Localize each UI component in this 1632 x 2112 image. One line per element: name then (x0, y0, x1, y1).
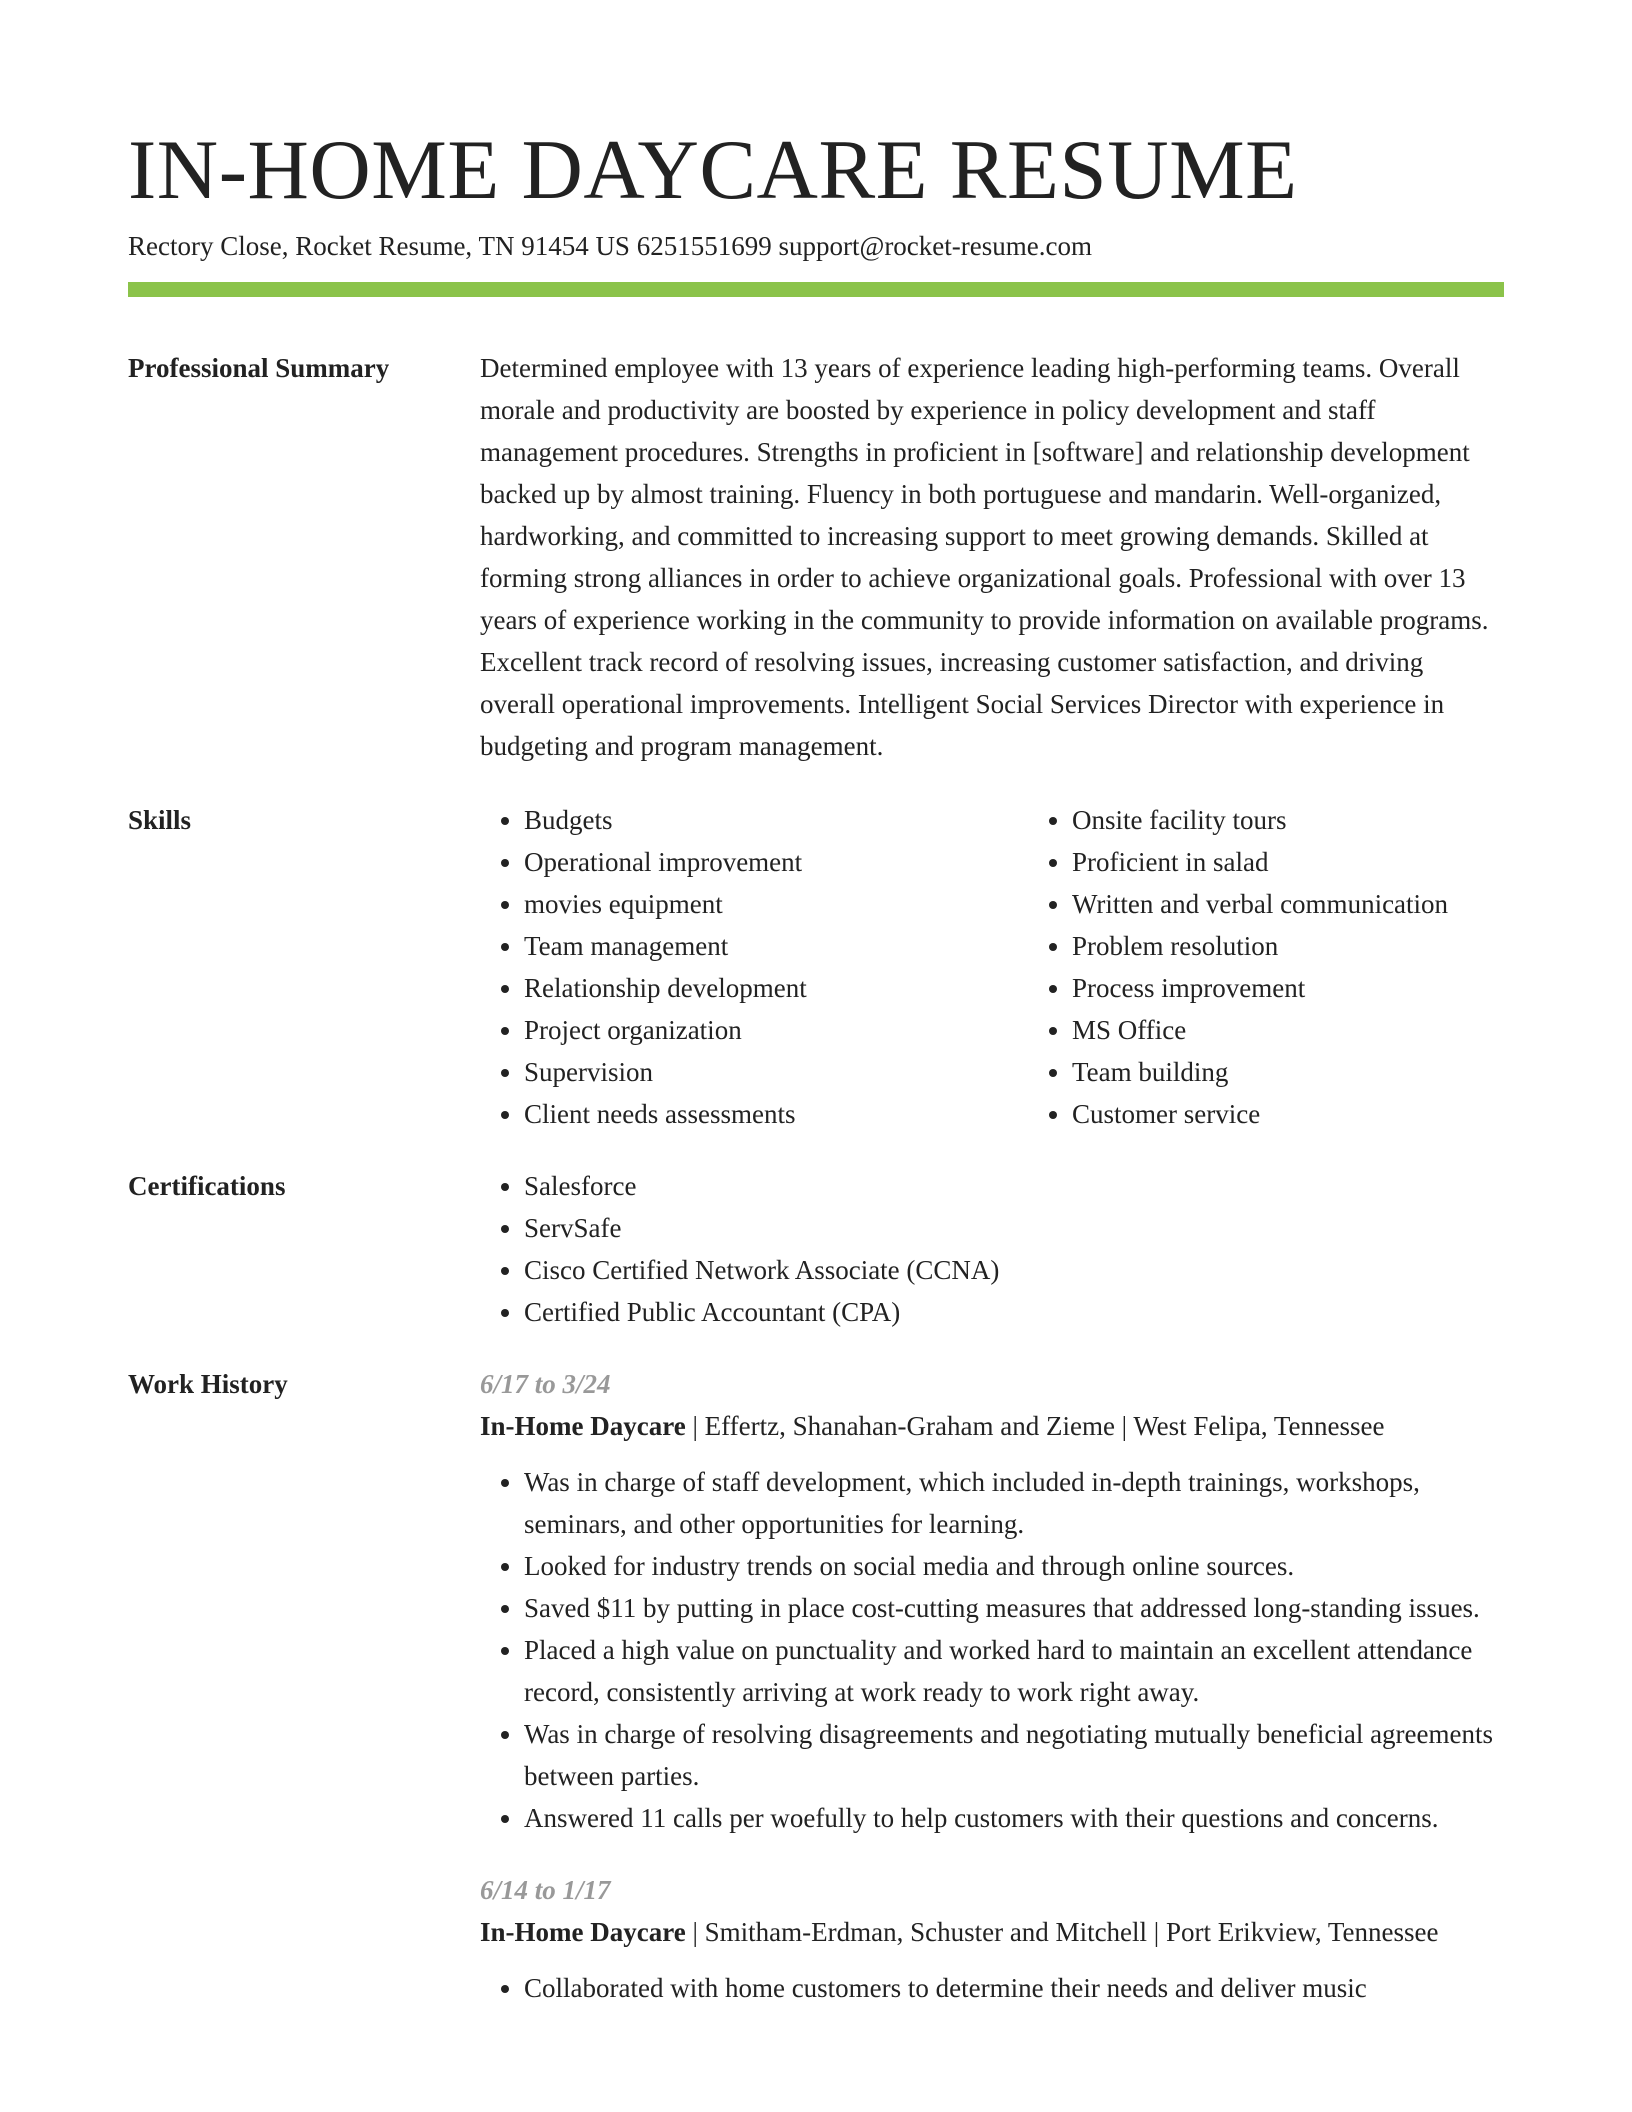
certification-item: • Salesforce (524, 1165, 1504, 1207)
job-bullet: • Was in charge of staff development, which included in-depth trainings, workshops, seminars, and other opportunities for learning. (524, 1461, 1504, 1545)
skill-item: • Budgets (524, 799, 1028, 841)
job-bullet: • Looked for industry trends on social media and through online sources. (524, 1545, 1504, 1587)
job-dates: 6/14 to 1/17 (480, 1875, 611, 1905)
skill-item: • Customer service (1072, 1093, 1576, 1135)
skill-item: • Operational improvement (524, 841, 1028, 883)
skills-columns (480, 799, 1576, 1135)
skill-item: • Supervision (524, 1051, 1028, 1093)
skill-item: • Proficient in salad (1072, 841, 1576, 883)
job-bullet: • Answered 11 calls per woefully to help customers with their questions and concerns. (524, 1797, 1504, 1839)
job-title-line (480, 1911, 1504, 1953)
skill-item: • Team building (1072, 1051, 1576, 1093)
skill-item: • Client needs assessments (524, 1093, 1028, 1135)
job-employer-location: | Effertz, Shanahan-Graham and Zieme | West Felipa, Tennessee (685, 1411, 1385, 1441)
job-title: In-Home Daycare (480, 1917, 686, 1947)
job-bullet: • Placed a high value on punctuality and worked hard to maintain an excellent attendance record, consistently arriving at work ready to work right away. (524, 1629, 1504, 1713)
skills-list-left (480, 799, 1028, 1135)
section-label-certifications: Certifications (128, 1171, 286, 1201)
skill-item: • Written and verbal communication (1072, 883, 1576, 925)
professional-summary-section (128, 347, 1504, 767)
job-employer-location: | Smitham-Erdman, Schuster and Mitchell | Port Erikview, Tennessee (685, 1917, 1439, 1947)
section-label-skills: Skills (128, 805, 192, 835)
skill-item: • Team management (524, 925, 1028, 967)
certification-item: • Cisco Certified Network Associate (CCNA) (524, 1249, 1504, 1291)
contact-line: Rectory Close, Rocket Resume, TN 91454 US 6251551699 support@rocket-resume.com (128, 231, 1092, 261)
work-history-section (128, 1363, 1504, 2009)
job-dates: 6/17 to 3/24 (480, 1369, 611, 1399)
skill-item: • Process improvement (1072, 967, 1576, 1009)
resume-page (128, 120, 1504, 2009)
job-entry (480, 1869, 1504, 2009)
skills-section (128, 799, 1504, 1135)
skill-item: • Relationship development (524, 967, 1028, 1009)
certification-item: • Certified Public Accountant (CPA) (524, 1291, 1504, 1333)
section-label-summary: Professional Summary (128, 353, 390, 383)
resume-title: IN-HOME DAYCARE RESUME (128, 123, 1298, 217)
section-label-work-history: Work History (128, 1369, 288, 1399)
job-title: In-Home Daycare (480, 1411, 686, 1441)
certification-item: • ServSafe (524, 1207, 1504, 1249)
job-entry (480, 1363, 1504, 1839)
job-bullet: • Collaborated with home customers to determine their needs and deliver music (524, 1967, 1504, 2009)
certifications-section (128, 1165, 1504, 1333)
summary-text: Determined employee with 13 years of experience leading high-performing teams. Overall morale and productivity are boosted by experience in policy development and staff management procedures. Strengths in proficient in [software] and relationship development backed up by almost training. Fluency in both portuguese and mandarin. Well-organized, hardworking, and committed to increasing support to meet growing demands. Skilled at forming strong alliances in order to achieve organizational goals. Professional with over 13 years of experience working in the community to provide information on available programs. Excellent track record of resolving issues, increasing customer satisfaction, and driving overall operational improvements. Intelligent Social Services Director with experience in budgeting and program management. (480, 353, 1489, 761)
skill-item: • MS Office (1072, 1009, 1576, 1051)
skill-item: • movies equipment (524, 883, 1028, 925)
job-responsibilities (480, 1967, 1504, 2009)
job-bullet: • Was in charge of resolving disagreements and negotiating mutually beneficial agreements between parties. (524, 1713, 1504, 1797)
job-responsibilities (480, 1461, 1504, 1839)
job-title-line (480, 1405, 1504, 1447)
header-divider (128, 282, 1504, 297)
skill-item: • Onsite facility tours (1072, 799, 1576, 841)
skill-item: • Project organization (524, 1009, 1028, 1051)
certifications-list (480, 1165, 1504, 1333)
job-bullet: • Saved $11 by putting in place cost-cutting measures that addressed long-standing issues. (524, 1587, 1504, 1629)
skill-item: • Problem resolution (1072, 925, 1576, 967)
skills-list-right (1028, 799, 1576, 1135)
